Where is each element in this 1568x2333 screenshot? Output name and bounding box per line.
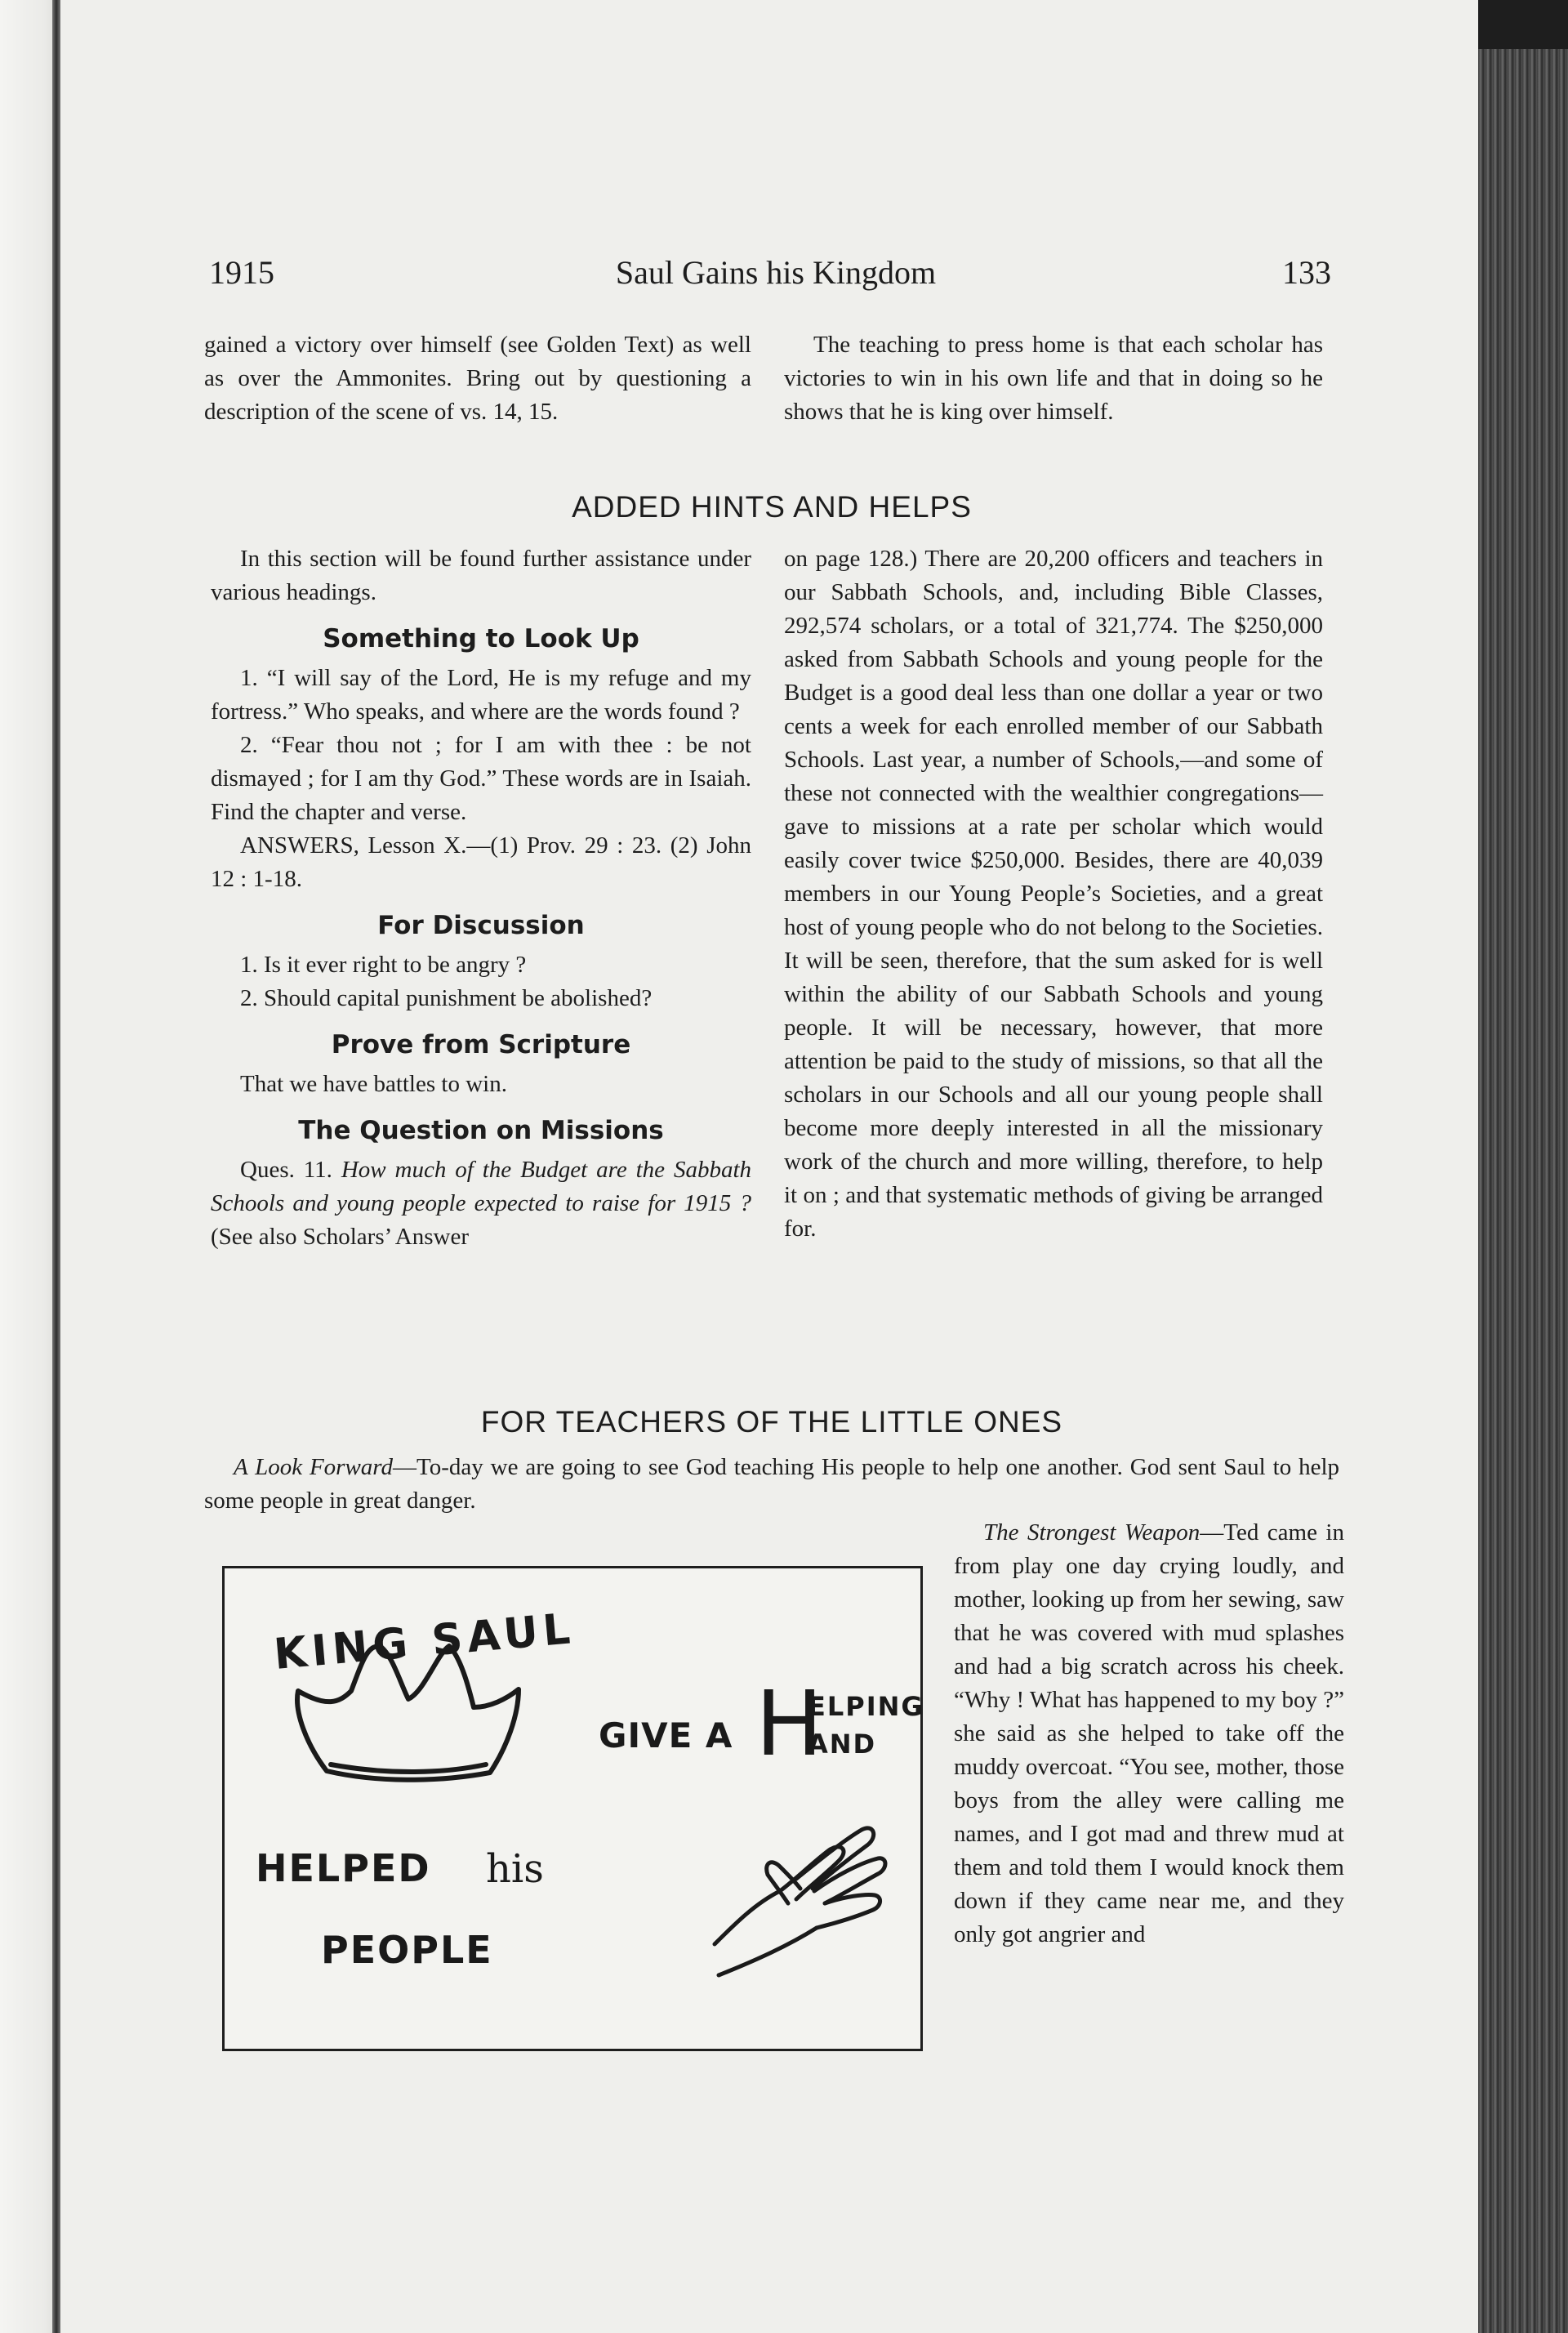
discussion-question-2: 2. Should capital punishment be abolished? [240,985,653,1011]
missions-answer: on page 128.) There are 20,200 officers and teachers in our Sabbath Schools, and, including Bible Classes, 292,574 scholars, or a total of 321,774. The $250,000 asked from Sabbath Schools and young people for the Budget is a good deal less than one dollar a year or two cents a week for each enrolled member of our Sabbath Schools. Last year, a number of Schools,—and some of these not connected with the wealthier congregations—gave to missions at a rate per scholar which would easily cover twice $250,000. Besides, there are 40,039 members in our Young People’s Societies, and a great host of young people who do not belong to the Societies. It will be seen, therefore, that the sum asked for is well within the ability of our Sabbath Schools and young people. It will be necessary, however, that more attention be paid to the study of missions, so that all the scholars in our Schools and all our young people shall become more deeply interested in all the missionary work of the church and more willing, therefore, to help it on ; and that systematic methods of giving be arranged for. [784,546,1323,1242]
book-gutter [52,0,60,2333]
king-saul-lettering: KING SAUL [272,1604,577,1679]
teaching-paragraph: The teaching to press home is that each scholar has victories to win in his own life and that in doing so he shows that he is king over himself. [784,332,1323,425]
discussion-question-1: 1. Is it ever right to be angry ? [240,952,527,978]
page-stack-edge [1478,49,1568,2333]
missions-question [211,1153,751,1254]
page-number: 133 [1282,254,1331,291]
story-label: The Strongest Weapon [983,1519,1200,1546]
blackboard-illustration [222,1566,923,2051]
hints-right-column [784,542,1323,1246]
helped-lettering: HELPED [256,1846,431,1890]
running-head-year: 1915 [209,254,274,291]
give-a-lettering: GIVE A [599,1715,733,1755]
strongest-weapon-story [954,1516,1344,1952]
missions-heading: The Question on Missions [298,1116,664,1145]
little-ones-heading: FOR TEACHERS OF THE LITTLE ONES [480,1405,1063,1439]
look-forward-paragraph [204,1451,1339,1518]
answers-line: ANSWERS, Lesson X.—(1) Prov. 29 : 23. (2) John 12 : 1-18. [211,832,751,892]
his-lettering: his [486,1846,544,1892]
look-forward-label: A Look Forward [234,1454,394,1480]
look-up-item-2: 2. “Fear thou not ; for I am with thee : be not dismayed ; for I am thy God.” These words are in Isaiah. Find the chapter and verse. [211,732,751,825]
story-text: —Ted came in from play one day crying loudly, and mother, looking up from her sewing, saw that he was covered with mud splashes and had a big scratch across his cheek. “Why ! What has happened to my boy ?” she said as she helped to take off the muddy overcoat. “You see, mother, those boys from the alley were calling me names, and I got mad and threw mud at them and told them I would knock them down if they came near me, and they only got angrier and [954,1519,1344,1947]
question-label: Ques. 11. [240,1157,332,1183]
page-stack-top [1478,0,1568,49]
hand-icon [715,1828,885,1975]
running-head [204,253,1348,302]
prove-text: That we have battles to win. [240,1071,507,1097]
hints-intro: In this section will be found further assistance under various headings. [211,546,751,605]
and-lettering: AND [808,1729,877,1760]
question-text: How much of the Budget are the Sabbath Schools and young people expected to raise for 1915 ? [211,1157,752,1216]
look-up-heading: Something to Look Up [323,624,639,654]
running-head-title: Saul Gains his Kingdom [615,254,937,291]
discussion-heading: For Discussion [377,911,585,940]
elping-lettering: ELPING [808,1691,924,1722]
question-reference: (See also Scholars’ Answer [211,1224,469,1250]
people-lettering: PEOPLE [321,1928,493,1972]
helping-hand-big-h: H [755,1671,823,1776]
look-up-item-1: 1. “I will say of the Lord, He is my refuge and my fortress.” Who speaks, and where are the words found ? [211,665,751,725]
prove-heading: Prove from Scripture [331,1030,631,1059]
continued-paragraph-left: gained a victory over himself (see Golden Text) as well as over the Ammonites. Bring out by questioning a description of the scene of vs. 14, 15. [204,332,751,425]
hints-left-column [211,542,751,1254]
continued-paragraph-right [784,328,1323,429]
added-hints-heading: ADDED HINTS AND HELPS [572,490,972,524]
look-forward-text: —To-day we are going to see God teaching His people to help one another. God sent Saul to help some people in great danger. [204,1454,1340,1514]
